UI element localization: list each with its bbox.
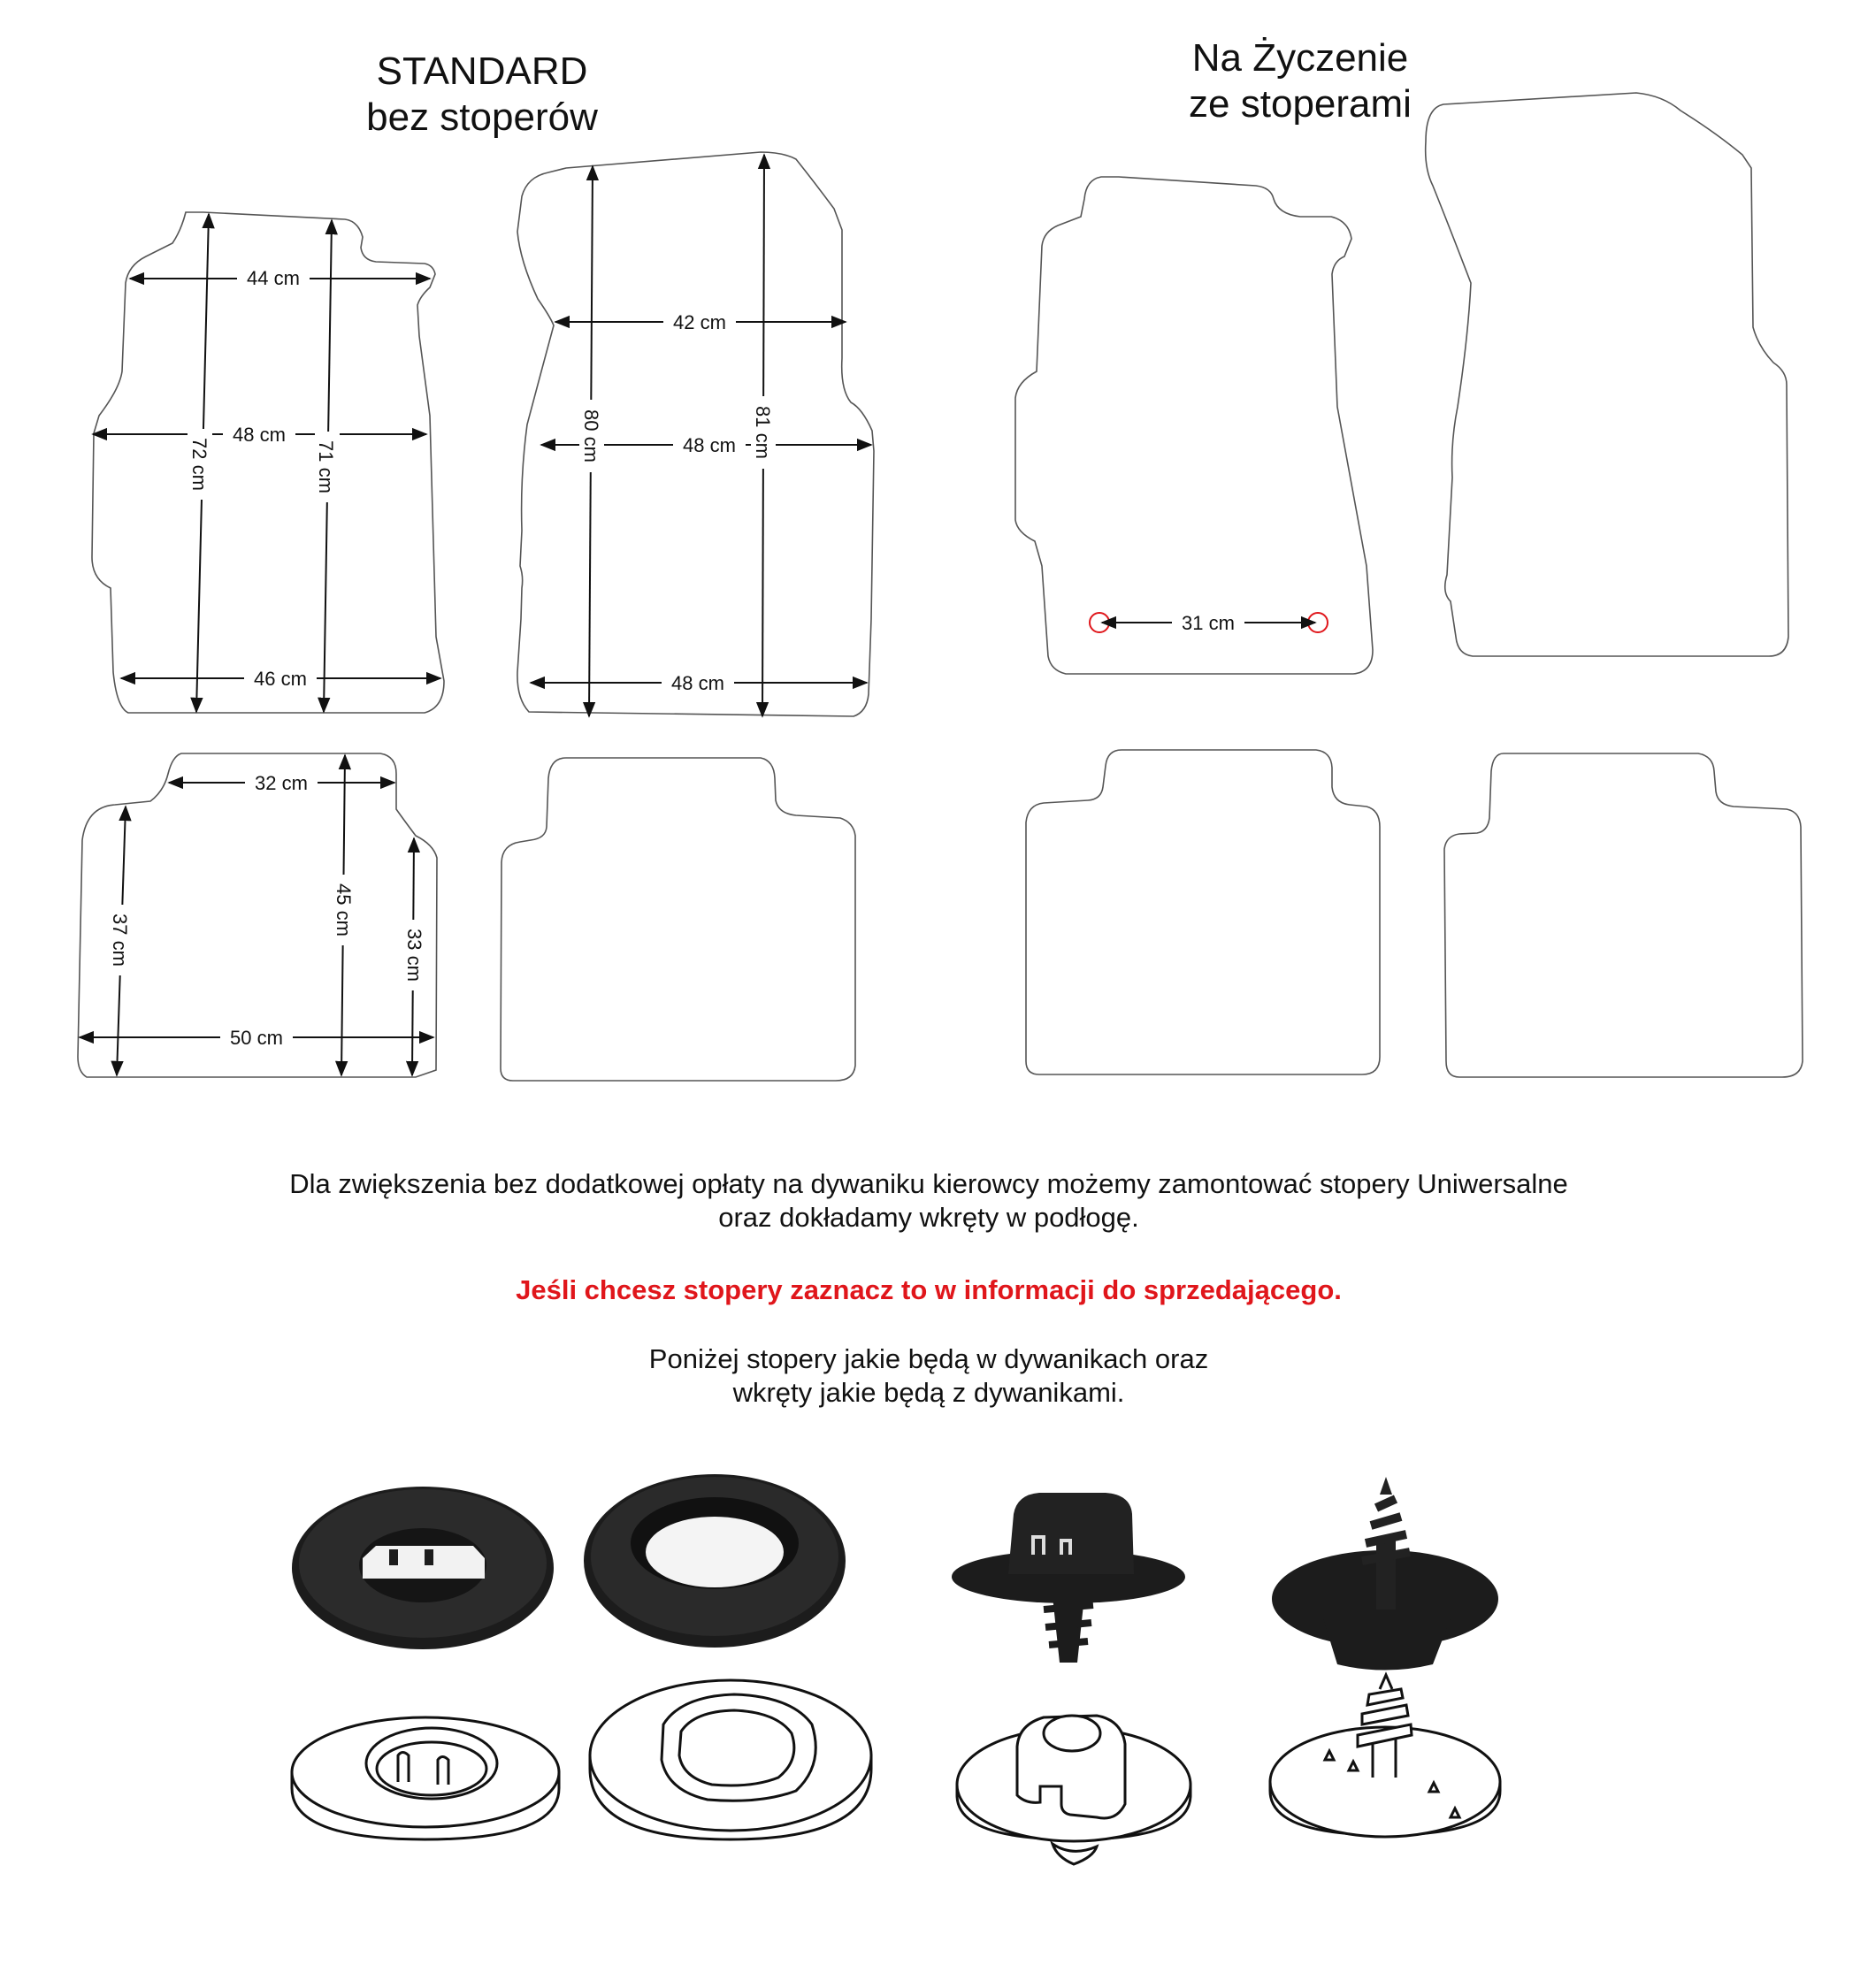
round-stopper-photo xyxy=(292,1487,554,1649)
screw-base-photo xyxy=(1272,1477,1498,1671)
stopper-distance-marker xyxy=(1090,610,1328,635)
standard-title-line2: bez stoperów xyxy=(366,96,598,139)
standard-title-line1: STANDARD xyxy=(376,50,588,93)
front-left-mat-stoppers-outline xyxy=(1015,177,1373,674)
front-left-top-width: 44 cm xyxy=(247,267,300,289)
info-paragraph-2 xyxy=(133,1342,1725,1410)
custom-title-line2: ze stoperami xyxy=(1189,82,1412,126)
screw-stopper-photo xyxy=(952,1493,1185,1663)
screw-base-drawing xyxy=(1270,1675,1500,1837)
front-right-height-left: 80 cm xyxy=(580,409,602,463)
info-paragraph-1 xyxy=(133,1167,1725,1235)
oval-stopper-drawing xyxy=(590,1680,871,1839)
rear-left-mat-stoppers-outline xyxy=(1026,750,1380,1074)
front-left-bottom-width: 46 cm xyxy=(254,668,307,690)
front-right-bottom-width: 48 cm xyxy=(671,672,724,694)
rear-left-height-left: 37 cm xyxy=(109,914,131,967)
info-highlight-text: Jeśli chcesz stopery zaznacz to w informacji do sprzedającego. xyxy=(516,1274,1342,1305)
rear-right-mat-stoppers-outline xyxy=(1444,753,1803,1077)
front-right-dimensions xyxy=(531,155,871,716)
info-paragraph-2-line2: wkręty jakie będą z dywanikami. xyxy=(732,1377,1125,1408)
rear-left-bottom-width: 50 cm xyxy=(230,1027,283,1049)
rear-left-height-right: 33 cm xyxy=(403,929,425,982)
front-right-mat-stoppers-outline xyxy=(1426,93,1788,656)
round-stopper-drawing xyxy=(292,1717,559,1839)
front-right-height-right: 81 cm xyxy=(752,406,774,459)
front-right-mid-width: 48 cm xyxy=(683,434,736,456)
front-left-mid-width: 48 cm xyxy=(233,424,286,446)
info-paragraph-1-line1: Dla zwiększenia bez dodatkowej opłaty na dywaniku kierowcy możemy zamontować stopery Uniwersalne xyxy=(289,1168,1568,1199)
rear-right-mat-outline xyxy=(501,758,855,1081)
front-left-dimensions xyxy=(93,214,440,712)
front-right-top-width: 42 cm xyxy=(673,311,726,333)
stopper-distance-label: 31 cm xyxy=(1182,612,1235,634)
custom-title-line1: Na Życzenie xyxy=(1191,36,1409,80)
front-left-height-left: 72 cm xyxy=(188,438,211,491)
info-highlight xyxy=(133,1273,1725,1307)
front-left-height-right: 71 cm xyxy=(315,440,337,493)
info-paragraph-2-line1: Poniżej stopery jakie będą w dywanikach oraz xyxy=(648,1343,1209,1374)
screw-stopper-drawing xyxy=(957,1716,1190,1864)
stopper-parts-illustration xyxy=(0,1450,1868,1910)
info-paragraph-1-line2: oraz dokładamy wkręty w podłogę. xyxy=(718,1202,1139,1233)
oval-stopper-photo xyxy=(584,1474,846,1648)
rear-left-height-mid: 45 cm xyxy=(333,883,355,937)
rear-left-top-width: 32 cm xyxy=(255,772,308,794)
